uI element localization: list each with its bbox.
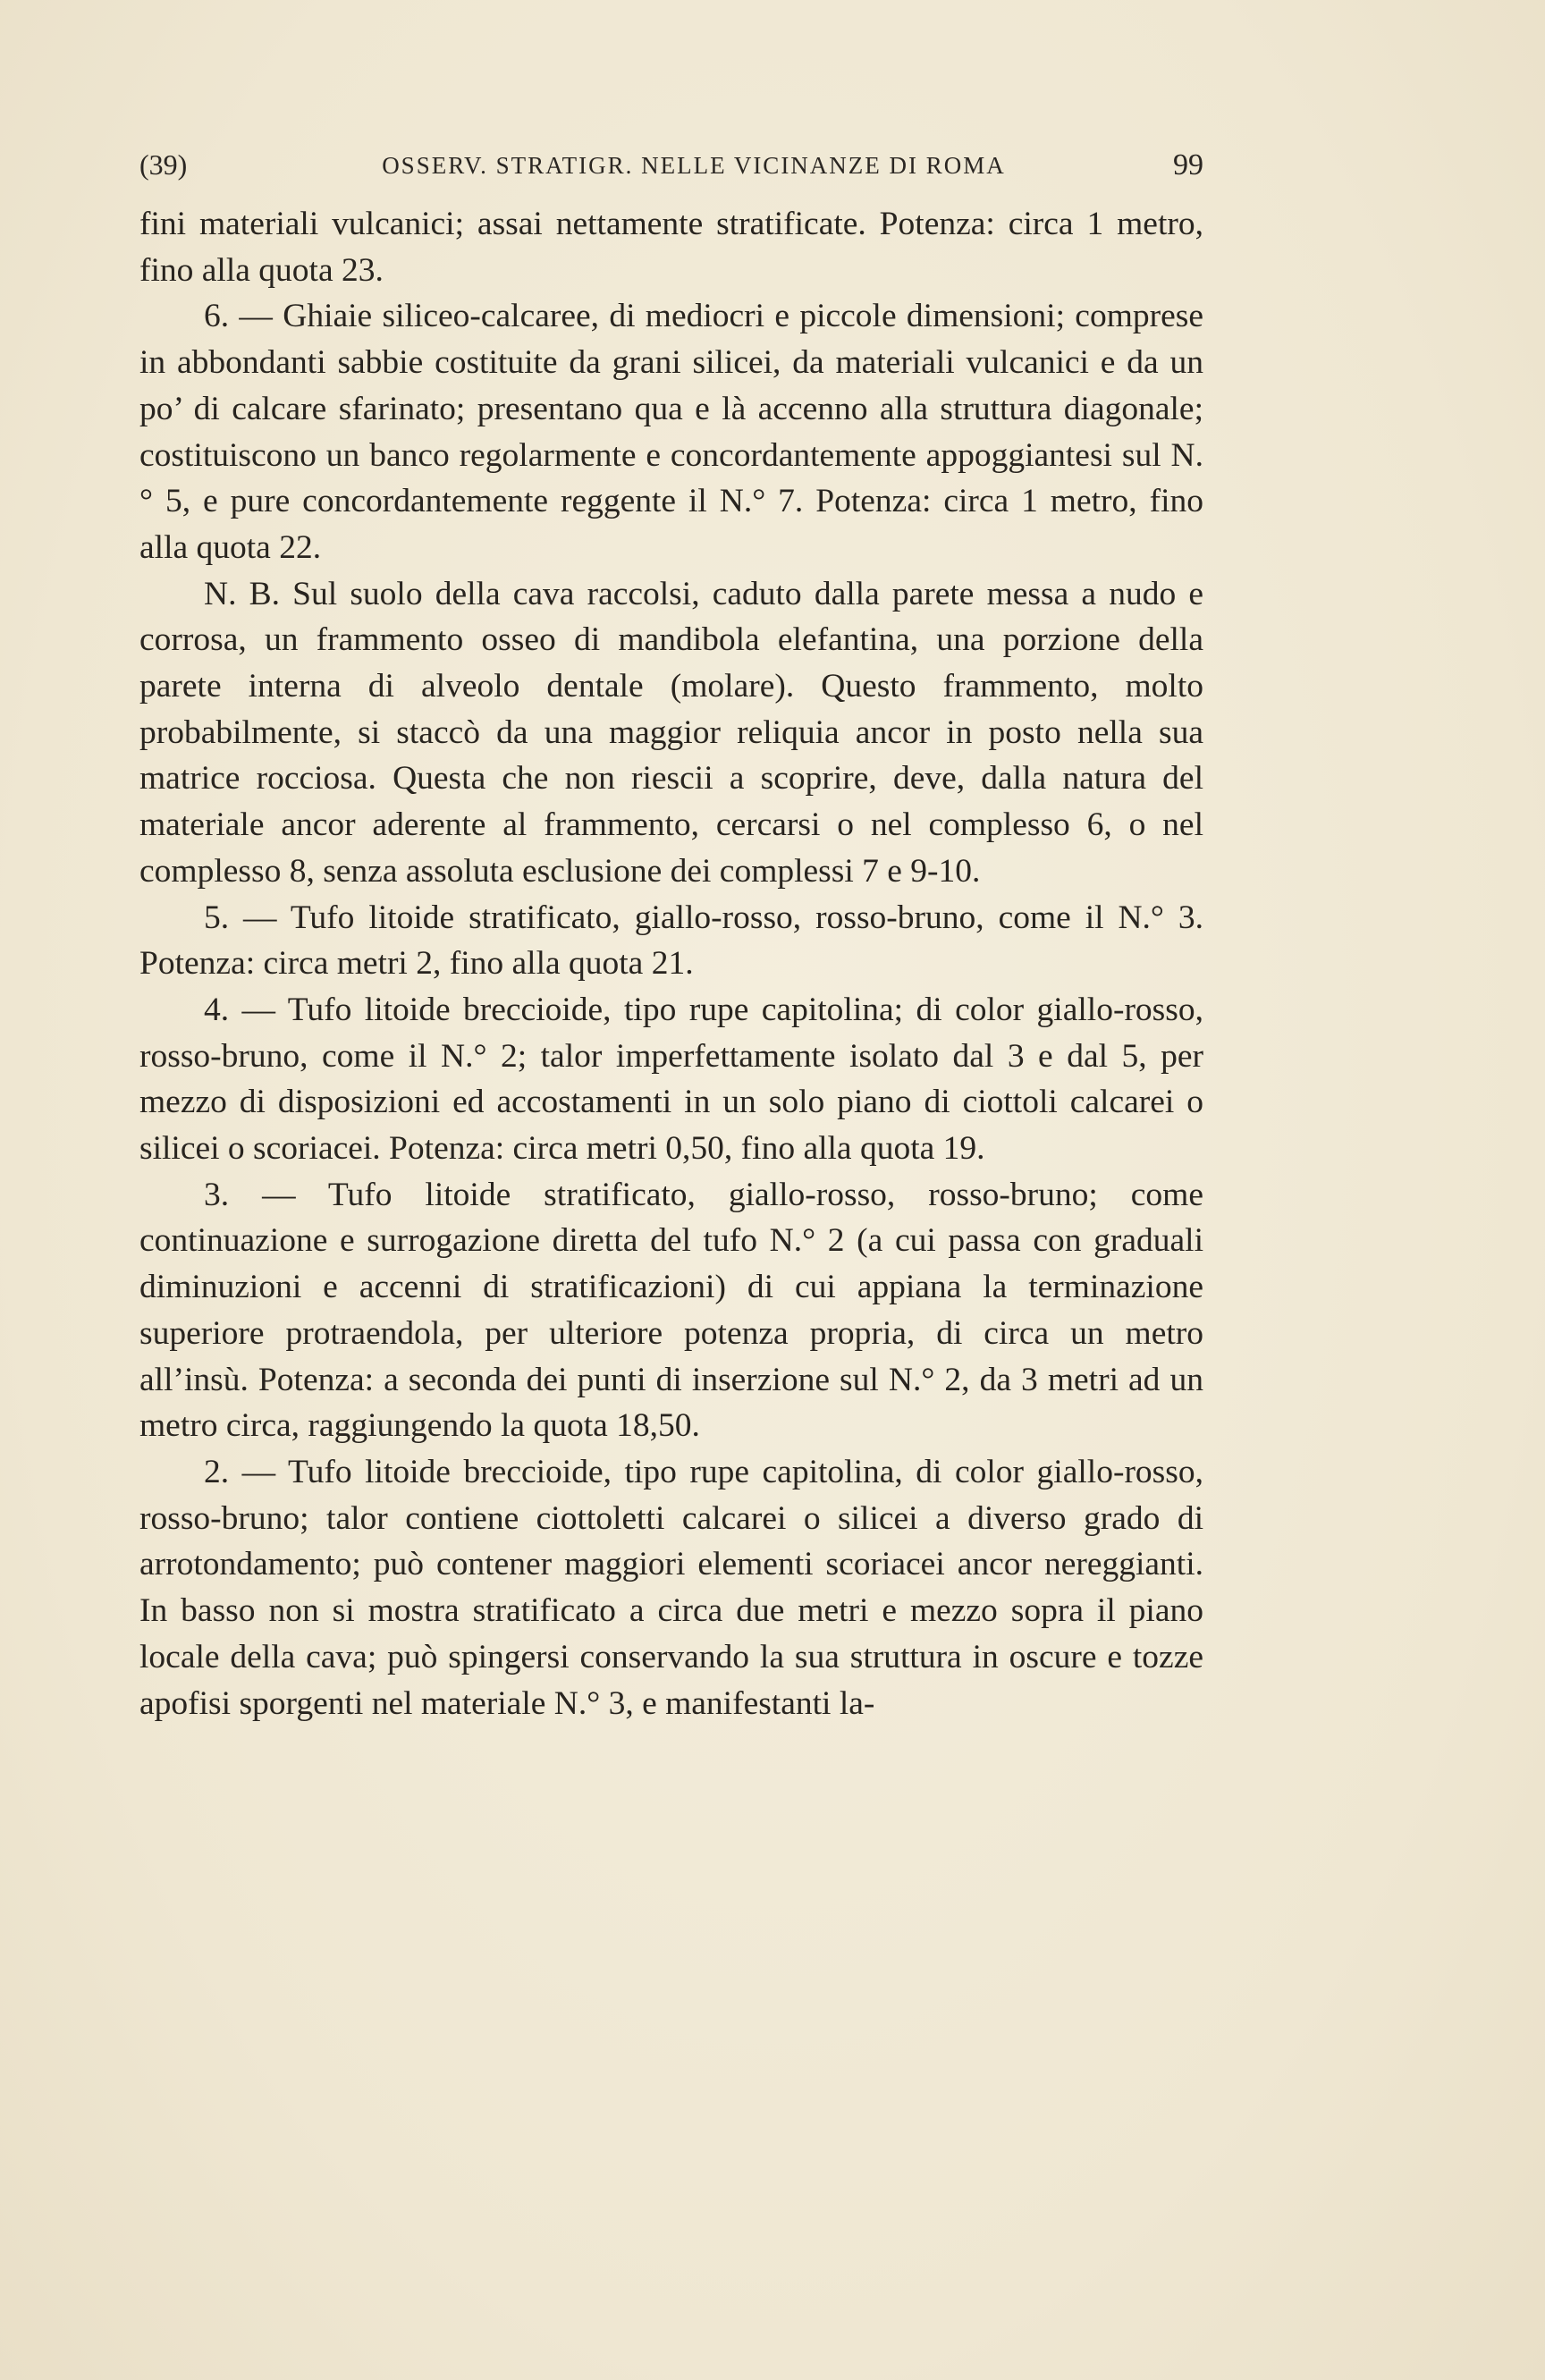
- running-header: [139, 148, 1203, 188]
- paragraph-item-6: 6. — Ghiaie siliceo-calcaree, di mediocri e piccole dimensioni; comprese in abbondanti sabbie costituite da grani silicei, da materiali vulcanici e da un po’ di calcare sfarinato; presentano qua e là accenno alla struttura diagonale; costituiscono un banco regolarmente e concordantemente appoggiantesi sul N.° 5, e pure concordantemente reggente il N.° 7. Potenza: circa 1 metro, fino alla quota 22.: [139, 298, 1203, 566]
- running-title: OSSERV. STRATIGR. NELLE VICINANZE DI ROMA: [382, 152, 1006, 179]
- paragraph-item-4: 4. — Tufo litoide breccioide, tipo rupe capitolina; di color giallo-rosso, rosso-bruno, come il N.° 2; talor imperfettamente isolato dal 3 e dal 5, per mezzo di disposizioni ed accostamenti in un solo piano di ciottoli calcarei o silicei o scoriacei. Potenza: circa metri 0,50, fino alla quota 19.: [139, 991, 1203, 1168]
- paragraph-continuation: fini materiali vulcanici; assai nettamente stratificate. Potenza: circa 1 metro, fino alla quota 23.: [139, 206, 1203, 289]
- section-number: (39): [139, 148, 188, 181]
- paragraph-item-2: 2. — Tufo litoide breccioide, tipo rupe capitolina, di color giallo-rosso, rosso-bruno; talor contiene ciottoletti calcarei o silicei a diverso grado di arrotondamento; può contener maggiori elementi scoriacei ancor nereggianti. In basso non si mostra stratificato a circa due metri e mezzo sopra il piano locale della cava; può spingersi conservando la sua struttura in oscure e tozze apofisi sporgenti nel materiale N.° 3, e manifestanti la-: [139, 1453, 1203, 1722]
- paragraph-item-5: 5. — Tufo litoide stratificato, giallo-rosso, rosso-bruno, come il N.° 3. Potenza: circa metri 2, fino alla quota 21.: [139, 899, 1203, 983]
- paragraph-item-3: 3. — Tufo litoide stratificato, giallo-rosso, rosso-bruno; come continuazione e surrogazione diretta del tufo N.° 2 (a cui passa con graduali diminuzioni e accenni di stratificazioni) di cui appiana la terminazione superiore protraendola, per ulteriore potenza propria, di circa un metro all’insù. Potenza: a seconda dei punti di inserzione sul N.° 2, da 3 metri ad un metro circa, raggiungendo la quota 18,50.: [139, 1176, 1203, 1445]
- page-number: 99: [1173, 148, 1203, 181]
- page-body: [139, 201, 1203, 1726]
- paragraph-nota-bene: N. B. Sul suolo della cava raccolsi, caduto dalla parete messa a nudo e corrosa, un frammento osseo di mandibola elefantina, una porzione della parete interna di alveolo dentale (molare). Questo frammento, molto probabilmente, si staccò da una maggior reliquia ancor in posto nella sua matrice rocciosa. Questa che non riescii a scoprire, deve, dalla natura del materiale ancor aderente al frammento, cercarsi o nel complesso 6, o nel complesso 8, senza assoluta esclusione dei complessi 7 e 9-10.: [139, 575, 1203, 890]
